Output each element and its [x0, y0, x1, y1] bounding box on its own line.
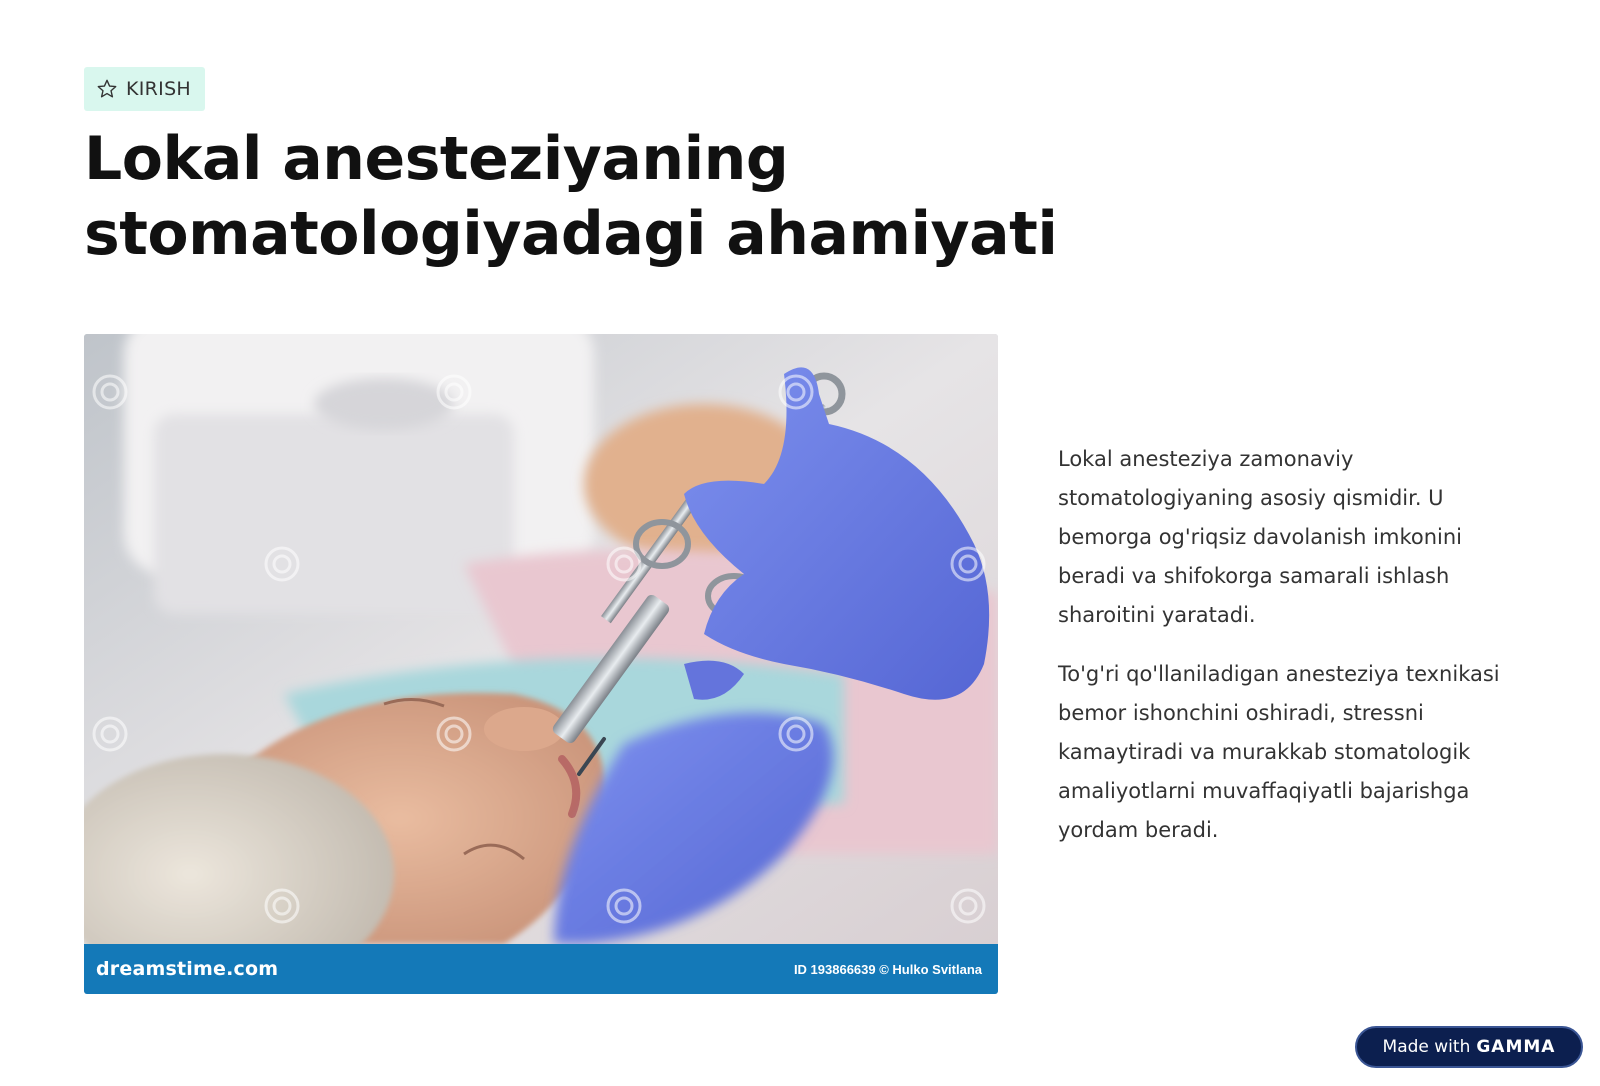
badge-label: KIRISH: [126, 78, 192, 100]
paragraph-1: Lokal anesteziya zamonaviy stomatologiyaning asosiy qismidir. U bemorga og'riqsiz davolanish imkonini beradi va shifokorga samarali ishlash sharoitini yaratadi.: [1058, 447, 1463, 627]
dental-anesthesia-photo: [84, 334, 998, 994]
image-credit: ID 193866639 © Hulko Svitlana: [793, 961, 982, 977]
star-icon: [96, 78, 118, 100]
section-badge: [84, 67, 205, 111]
watermark-brand: dreamstime.com: [96, 958, 279, 980]
gamma-logo: GAMMA: [1476, 1037, 1556, 1057]
made-with-gamma-button[interactable]: [1355, 1026, 1583, 1068]
paragraph-2: To'g'ri qo'llaniladigan anesteziya texnikasi bemor ishonchini oshiradi, stressni kamaytiradi va murakkab stomatologik amaliyotlarni muvaffaqiyatli bajarishga yordam beradi.: [1058, 662, 1500, 842]
made-with-label: Made with: [1382, 1037, 1471, 1057]
page-title: Lokal anesteziyaning stomatologiyadagi ahamiyati: [84, 124, 1058, 269]
image-watermark-bar: [84, 944, 998, 994]
intro-text: [1058, 440, 1518, 870]
photo-scene: [84, 334, 998, 944]
